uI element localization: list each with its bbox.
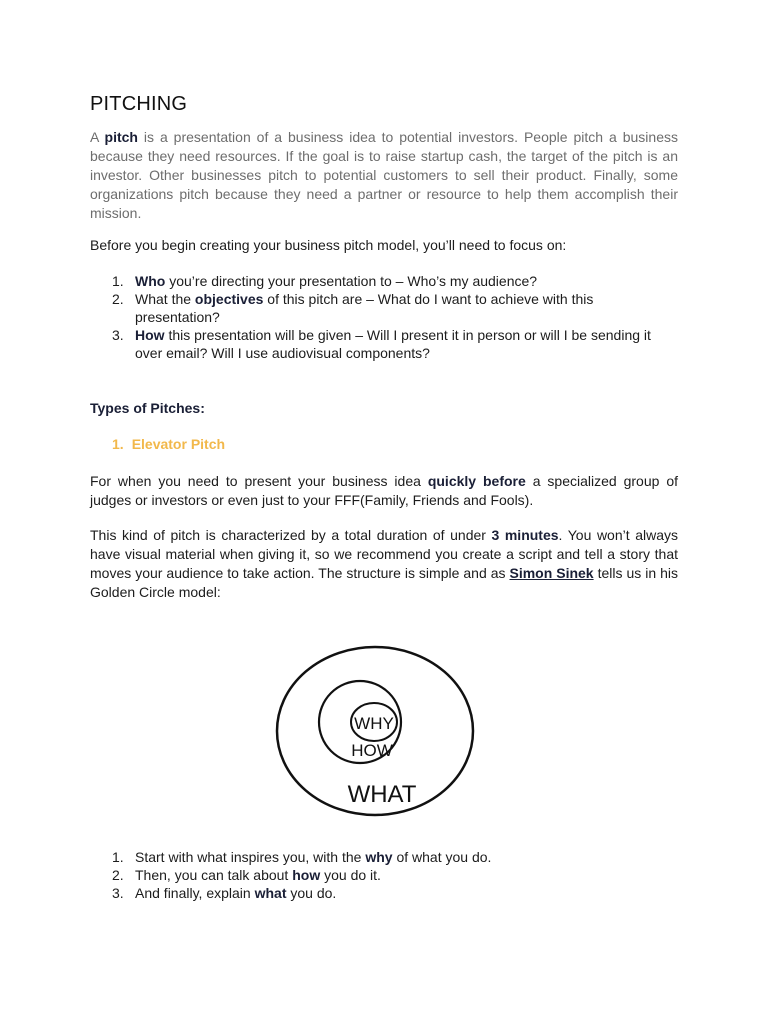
types-heading: Types of Pitches:	[90, 400, 205, 416]
list-text: this presentation will be given – Will I present it in person or will I be sending it over email? Will I use audiovisual components?	[135, 327, 651, 361]
step-bold: what	[254, 885, 287, 901]
elevator-label: Elevator Pitch	[131, 436, 226, 452]
list-item	[90, 290, 678, 326]
focus-intro: Before you begin creating your business pitch model, you’ll need to focus on:	[90, 237, 567, 253]
list-item	[90, 272, 678, 290]
para2-pre: This kind of pitch is characterized by a total duration of under	[90, 527, 492, 543]
what-label: WHAT	[347, 781, 417, 808]
step-pre: Start with what inspires you, with the	[135, 849, 366, 865]
why-label: WHY	[354, 714, 394, 733]
para1-bold: quickly before	[427, 473, 526, 489]
focus-list	[90, 272, 678, 362]
list-number: 1.	[112, 849, 124, 865]
list-number: 1.	[112, 273, 124, 289]
how-label: HOW	[351, 741, 393, 760]
list-bold: How	[135, 327, 165, 343]
list-text: you’re directing your presentation to – Who’s my audience?	[165, 273, 538, 289]
step-pre: And finally, explain	[135, 885, 255, 901]
intro-paragraph	[90, 128, 678, 223]
simon-sinek-link[interactable]: Simon Sinek	[509, 565, 594, 581]
para1-pre: For when you need to present your business idea	[90, 473, 428, 489]
list-number: 2.	[112, 867, 124, 883]
intro-post: is a presentation of a business idea to potential investors. People pitch a business because they need resources. If the goal is to raise startup cash, the target of the pitch is an investor. Other businesses pitch to potential customers to sell their product. Finally, some organizations pitch because they need a partner or resource to help them accomplish their mission.	[90, 129, 678, 221]
list-text: of this pitch are – What do I want to achieve with this presentation?	[135, 291, 594, 325]
list-bold: Who	[135, 273, 166, 289]
list-item	[90, 884, 678, 902]
list-number: 3.	[112, 327, 124, 343]
para1-post: a specialized group of judges or investors or even just to your FFF(Family, Friends and Fools).	[90, 473, 678, 508]
list-bold: objectives	[194, 291, 264, 307]
list-item	[90, 848, 678, 866]
step-post: you do it.	[320, 867, 381, 883]
para2-bold: 3 minutes	[491, 527, 559, 543]
step-bold: why	[365, 849, 393, 865]
elevator-number: 1.	[112, 436, 124, 452]
elevator-paragraph-1	[90, 472, 678, 510]
step-post: you do.	[286, 885, 337, 901]
list-number: 2.	[112, 291, 124, 307]
step-post: of what you do.	[392, 849, 492, 865]
step-pre: Then, you can talk about	[135, 867, 293, 883]
step-bold: how	[292, 867, 321, 883]
list-pre: What the	[135, 291, 195, 307]
elevator-pitch-heading	[112, 436, 225, 452]
list-number: 3.	[112, 885, 124, 901]
elevator-paragraph-2	[90, 526, 678, 602]
intro-bold-term: pitch	[104, 129, 138, 145]
para2-post: tells us in his Golden Circle model:	[90, 565, 679, 600]
page-title: PITCHING	[90, 93, 188, 115]
golden-circle-diagram	[274, 640, 478, 820]
steps-list	[90, 848, 678, 902]
intro-pre: A	[90, 129, 105, 145]
list-item	[90, 866, 678, 884]
para2-mid: . You won’t always have visual material when giving it, so we recommend you create a script and tell a story that moves your audience to take action. The structure is simple and as	[90, 527, 678, 581]
list-item	[90, 326, 678, 362]
golden-circle-svg	[274, 640, 478, 820]
